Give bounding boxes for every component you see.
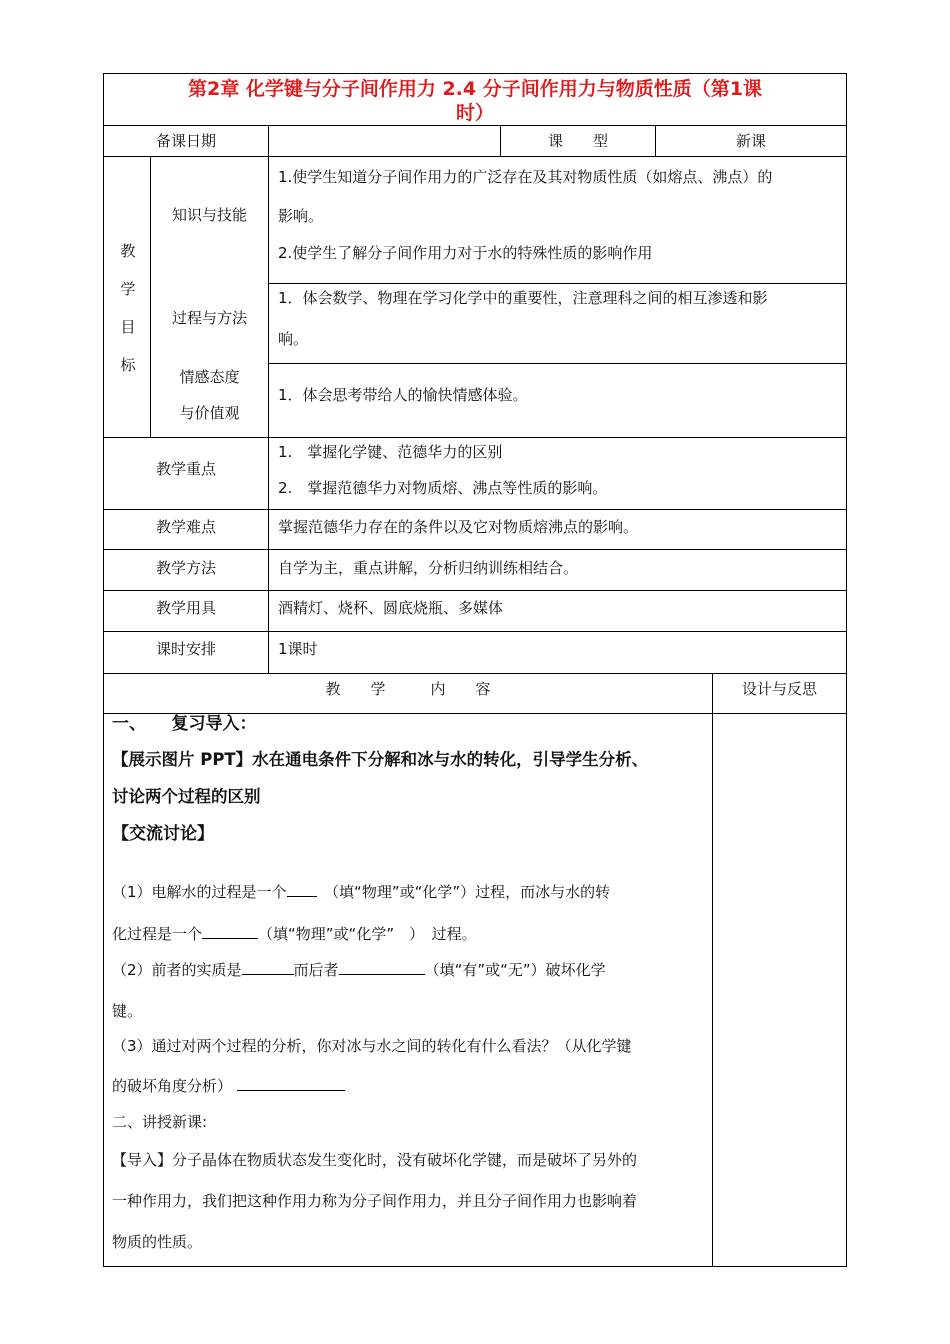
objectives-label-char: 学 (120, 280, 136, 298)
tools-label: 教学用具 (155, 599, 216, 617)
schedule-label: 课时安排 (155, 640, 216, 658)
question-1-prefix: （1）电解水的过程是一个 (112, 883, 287, 901)
knowledge-item: 1.使学生知道分子间作用力的广泛存在及其对物质性质（如熔点、沸点）的 (278, 168, 773, 186)
objectives-label-char: 教 (120, 242, 136, 260)
objectives-label-char: 标 (120, 356, 136, 374)
discuss-title: 【交流讨论】 (112, 824, 214, 844)
answer-blank-3[interactable] (242, 960, 294, 975)
question-1-cont-prefix: 化过程是一个 (112, 925, 203, 943)
question-2-suffix: （填“有”或“无”）破坏化学 (424, 961, 606, 979)
question-2-prefix: （2）前者的实质是 (112, 961, 242, 979)
methods-label: 教学方法 (155, 559, 216, 577)
process-item: 响。 (278, 330, 309, 348)
title-line-1: 第2章 化学键与分子间作用力 2.4 分子间作用力与物质性质（第1课 (188, 78, 762, 100)
date-label: 备课日期 (155, 132, 216, 150)
difficulties-label: 教学难点 (155, 518, 216, 536)
knowledge-item: 2.使学生了解分子间作用力对于水的特殊性质的影响作用 (278, 244, 653, 262)
page-title (104, 77, 846, 125)
answer-blank-1[interactable] (287, 882, 317, 897)
question-2-line-2: 键。 (112, 1002, 143, 1020)
question-2-mid: 而后者 (293, 961, 339, 979)
difficulties-text: 掌握范德华力存在的条件以及它对物质熔沸点的影响。 (278, 518, 639, 536)
process-label: 过程与方法 (171, 309, 247, 327)
question-1-line-1 (112, 882, 610, 901)
reflection-header-label: 设计与反思 (741, 680, 817, 698)
section-2-title: 二、讲授新课: (112, 1113, 208, 1131)
title-line-2: 时） (455, 102, 494, 124)
type-label: 课 型 (547, 132, 608, 150)
process-item: 1．体会数学、物理在学习化学中的重要性，注意理科之间的相互渗透和影 (278, 289, 768, 307)
emotion-label-line-2: 与价值观 (179, 404, 240, 422)
key-point-item: 1. 掌握化学键、范德华力的区别 (278, 443, 503, 461)
emotion-label-line-1: 情感态度 (179, 368, 240, 386)
question-3-prefix: 的破坏角度分析） (112, 1077, 233, 1095)
objectives-label (118, 232, 138, 384)
answer-blank-5[interactable] (237, 1076, 345, 1091)
methods-text: 自学为主，重点讲解，分析归纳训练相结合。 (278, 559, 579, 577)
emotion-item: 1．体会思考带给人的愉快情感体验。 (278, 386, 528, 404)
section-1-title: 一、 复习导入： (112, 714, 257, 734)
key-point-item: 2. 掌握范德华力对物质熔、沸点等性质的影响。 (278, 479, 608, 497)
question-1-cont-suffix: （填“物理”或“化学” ） 过程。 (258, 925, 477, 943)
question-2-line-1 (112, 960, 606, 979)
objectives-label-char: 目 (120, 318, 136, 336)
answer-blank-4[interactable] (339, 960, 425, 975)
answer-blank-2[interactable] (202, 924, 258, 939)
content-header-label: 教 学 内 容 (325, 680, 491, 698)
tools-text: 酒精灯、烧杯、圆底烧瓶、多媒体 (278, 599, 504, 617)
intro-line-1: 【导入】分子晶体在物质状态发生变化时，没有破坏化学键，而是破坏了另外的 (112, 1151, 638, 1169)
intro-line-3: 物质的性质。 (112, 1233, 203, 1251)
intro-line-2: 一种作用力，我们把这种作用力称为分子间作用力，并且分子间作用力也影响着 (112, 1192, 638, 1210)
ppt-line-2: 讨论两个过程的区别 (112, 787, 261, 806)
type-value: 新课 (735, 132, 766, 150)
question-1-suffix: （填“物理”或“化学”）过程，而冰与水的转 (316, 883, 611, 901)
question-1-line-2 (112, 924, 477, 943)
schedule-text: 1课时 (278, 640, 318, 658)
key-points-label: 教学重点 (155, 460, 216, 478)
knowledge-item: 影响。 (278, 207, 324, 225)
question-3-line-2 (112, 1076, 345, 1095)
question-3-line-1: （3）通过对两个过程的分析，你对冰与水之间的转化有什么看法？（从化学键 (112, 1037, 632, 1055)
knowledge-label: 知识与技能 (171, 206, 247, 224)
ppt-line-1: 【展示图片 PPT】水在通电条件下分解和冰与水的转化，引导学生分析、 (112, 750, 649, 769)
